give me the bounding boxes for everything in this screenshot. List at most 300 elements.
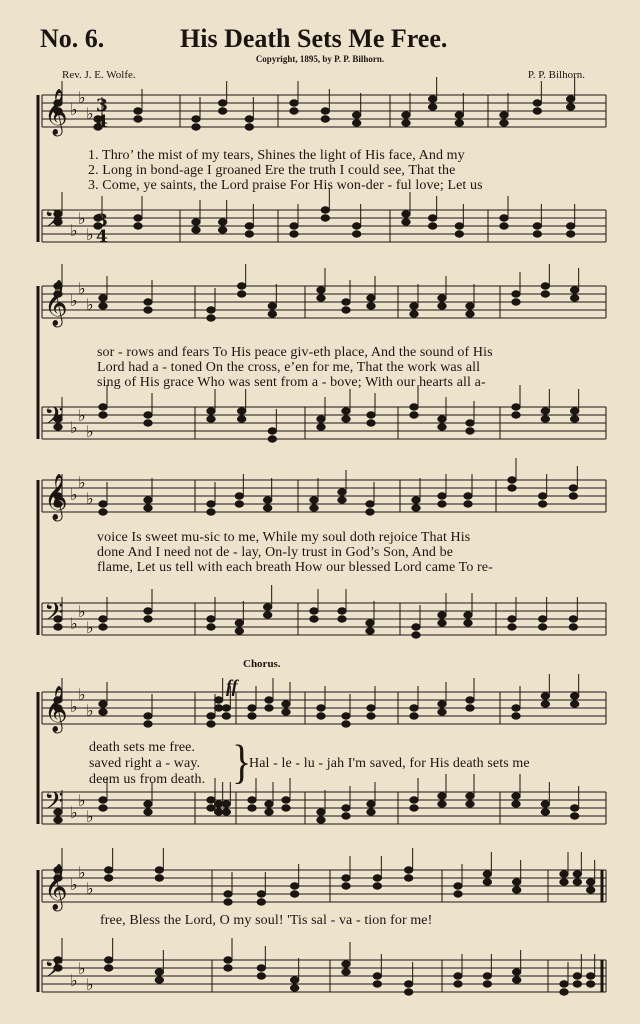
flat-icon: ♭ <box>70 221 78 240</box>
note-head <box>373 973 381 979</box>
note-head <box>566 96 574 102</box>
note-head <box>342 883 350 889</box>
verse3-line3: flame, Let us tell with each breath How our blessed Lord came To re- <box>97 560 493 575</box>
note-head <box>265 697 273 703</box>
flat-icon: ♭ <box>70 485 78 504</box>
note-head <box>454 883 462 889</box>
note-head <box>144 608 152 614</box>
note-head <box>410 412 418 418</box>
note-head <box>570 408 578 414</box>
note-head <box>134 215 142 221</box>
note-head <box>207 509 215 515</box>
flat-icon: ♭ <box>70 418 78 437</box>
note-head <box>541 416 549 422</box>
note-head <box>235 620 243 626</box>
verse3-end: deem us from death. <box>89 772 206 787</box>
note-head <box>466 428 474 434</box>
time-signature: 4 <box>96 112 108 132</box>
note-head <box>342 805 350 811</box>
note-head <box>104 965 112 971</box>
note-head <box>366 501 374 507</box>
note-head <box>310 616 318 622</box>
note-head <box>134 108 142 114</box>
note-head <box>192 219 200 225</box>
note-head <box>533 108 541 114</box>
verse2-line2: Lord had a - toned On the cross, e’en for me, That the work was all <box>97 360 481 375</box>
note-head <box>541 291 549 297</box>
note-head <box>560 989 568 995</box>
chorus-line1: Hal - le - lu - jah I'm saved, for His death sets me <box>249 756 530 771</box>
note-head <box>144 713 152 719</box>
note-head <box>192 124 200 130</box>
note-head <box>317 705 325 711</box>
note-head <box>352 112 360 118</box>
note-head <box>235 501 243 507</box>
flat-icon: ♭ <box>86 807 94 826</box>
note-head <box>367 412 375 418</box>
note-head <box>541 801 549 807</box>
note-head <box>144 307 152 313</box>
note-head <box>224 957 232 963</box>
note-head <box>207 408 215 414</box>
note-head <box>257 899 265 905</box>
note-head <box>560 871 568 877</box>
note-head <box>155 969 163 975</box>
note-head <box>263 505 271 511</box>
note-head <box>99 616 107 622</box>
flat-icon: ♭ <box>70 971 78 990</box>
bass-staff <box>42 603 606 635</box>
note-head <box>438 793 446 799</box>
note-head <box>99 501 107 507</box>
note-head <box>144 801 152 807</box>
note-head <box>438 295 446 301</box>
note-head <box>317 424 325 430</box>
note-head <box>373 981 381 987</box>
note-head <box>410 303 418 309</box>
note-head <box>352 223 360 229</box>
note-head <box>455 231 463 237</box>
note-head <box>144 721 152 727</box>
note-head <box>224 899 232 905</box>
chorus-label: Chorus. <box>243 658 281 670</box>
treble-clef-icon: 𝄞 <box>44 474 68 520</box>
note-head <box>508 485 516 491</box>
note-head <box>224 965 232 971</box>
note-head <box>404 989 412 995</box>
note-head <box>466 793 474 799</box>
note-head <box>290 100 298 106</box>
flat-icon: ♭ <box>78 685 86 704</box>
lyric-brace: } <box>232 734 252 789</box>
treble-clef-icon: 𝄞 <box>44 89 68 135</box>
note-head <box>237 291 245 297</box>
note-head <box>155 977 163 983</box>
note-head <box>222 809 230 815</box>
note-head <box>508 477 516 483</box>
note-head <box>412 497 420 503</box>
note-head <box>533 100 541 106</box>
note-head <box>321 116 329 122</box>
bass-clef-icon: 𝄢 <box>44 205 64 240</box>
note-head <box>404 875 412 881</box>
note-head <box>541 693 549 699</box>
flat-icon: ♭ <box>86 295 94 314</box>
note-head <box>508 624 516 630</box>
note-head <box>410 311 418 317</box>
dynamic-marking: ff <box>226 676 238 696</box>
note-head <box>569 624 577 630</box>
note-head <box>263 612 271 618</box>
note-head <box>428 223 436 229</box>
bass-clef-icon: 𝄢 <box>44 955 64 990</box>
note-head <box>428 215 436 221</box>
note-head <box>586 879 594 885</box>
note-head <box>483 879 491 885</box>
note-head <box>222 713 230 719</box>
verse3-line2: sing of His grace Who was sent from a - bove; With our hearts all a- <box>97 375 486 390</box>
note-head <box>373 875 381 881</box>
note-head <box>222 801 230 807</box>
note-head <box>265 705 273 711</box>
note-head <box>237 283 245 289</box>
flat-icon: ♭ <box>86 104 94 123</box>
note-head <box>512 793 520 799</box>
note-head <box>512 977 520 983</box>
note-head <box>207 307 215 313</box>
note-head <box>342 299 350 305</box>
flat-icon: ♭ <box>86 879 94 898</box>
flat-icon: ♭ <box>86 422 94 441</box>
note-head <box>533 223 541 229</box>
treble-staff <box>42 870 606 902</box>
note-head <box>245 231 253 237</box>
note-head <box>569 616 577 622</box>
note-head <box>573 871 581 877</box>
note-head <box>410 805 418 811</box>
note-head <box>410 705 418 711</box>
note-head <box>338 489 346 495</box>
note-head <box>207 616 215 622</box>
flat-icon: ♭ <box>86 225 94 244</box>
note-head <box>245 116 253 122</box>
note-head <box>144 420 152 426</box>
note-head <box>310 608 318 614</box>
flat-icon: ♭ <box>86 975 94 994</box>
note-head <box>438 416 446 422</box>
note-head <box>412 632 420 638</box>
note-head <box>573 973 581 979</box>
note-head <box>512 879 520 885</box>
verse3-line1: 3. Come, ye saints, the Lord praise For His won-der - ful love; Let us <box>88 178 483 193</box>
note-head <box>466 697 474 703</box>
treble-clef-icon: 𝄞 <box>44 280 68 326</box>
note-head <box>338 608 346 614</box>
note-head <box>404 981 412 987</box>
note-head <box>290 231 298 237</box>
note-head <box>207 416 215 422</box>
note-head <box>570 287 578 293</box>
flat-icon: ♭ <box>78 863 86 882</box>
treble-staff <box>42 480 606 512</box>
note-head <box>586 887 594 893</box>
note-head <box>99 805 107 811</box>
time-signature: 3 <box>96 96 108 116</box>
note-head <box>366 509 374 515</box>
note-head <box>321 215 329 221</box>
flat-icon: ♭ <box>78 88 86 107</box>
note-head <box>310 505 318 511</box>
note-head <box>235 628 243 634</box>
note-head <box>342 408 350 414</box>
note-head <box>455 112 463 118</box>
composer-credit: P. P. Bilhorn. <box>527 69 585 81</box>
note-head <box>466 801 474 807</box>
note-head <box>566 223 574 229</box>
note-head <box>290 985 298 991</box>
note-head <box>290 891 298 897</box>
note-head <box>428 104 436 110</box>
note-head <box>265 809 273 815</box>
note-head <box>268 303 276 309</box>
verse1-line1: 1. Thro’ the mist of my tears, Shines the light of His face, And my <box>88 148 465 163</box>
note-head <box>134 116 142 122</box>
time-signature: 3 <box>96 211 108 231</box>
note-head <box>207 805 215 811</box>
note-head <box>218 100 226 106</box>
note-head <box>464 620 472 626</box>
note-head <box>566 231 574 237</box>
bass-clef-icon: 𝄢 <box>44 402 64 437</box>
bass-staff <box>42 960 606 992</box>
note-head <box>464 493 472 499</box>
note-head <box>410 797 418 803</box>
note-head <box>455 120 463 126</box>
note-head <box>512 705 520 711</box>
flat-icon: ♭ <box>86 701 94 720</box>
note-head <box>268 436 276 442</box>
note-head <box>99 709 107 715</box>
note-head <box>342 875 350 881</box>
note-head <box>410 404 418 410</box>
flat-icon: ♭ <box>78 279 86 298</box>
note-head <box>99 295 107 301</box>
note-head <box>512 801 520 807</box>
verse1-line3: voice Is sweet mu-sic to me, While my soul doth rejoice That His <box>97 530 471 545</box>
note-head <box>245 223 253 229</box>
note-head <box>237 416 245 422</box>
note-head <box>438 709 446 715</box>
note-head <box>207 501 215 507</box>
note-head <box>464 501 472 507</box>
note-head <box>454 891 462 897</box>
note-head <box>586 981 594 987</box>
note-head <box>512 713 520 719</box>
note-head <box>317 809 325 815</box>
note-head <box>218 227 226 233</box>
note-head <box>508 616 516 622</box>
note-head <box>570 805 578 811</box>
note-head <box>538 624 546 630</box>
note-head <box>538 493 546 499</box>
note-head <box>512 969 520 975</box>
note-head <box>570 701 578 707</box>
note-head <box>268 428 276 434</box>
note-head <box>317 287 325 293</box>
treble-clef-icon: 𝄞 <box>44 864 68 910</box>
note-head <box>464 612 472 618</box>
flat-icon: ♭ <box>86 489 94 508</box>
note-head <box>290 883 298 889</box>
note-head <box>263 604 271 610</box>
note-head <box>538 501 546 507</box>
note-head <box>207 315 215 321</box>
note-head <box>207 797 215 803</box>
hymn-title: His Death Sets Me Free. <box>180 24 448 53</box>
note-head <box>99 797 107 803</box>
note-head <box>512 412 520 418</box>
flat-icon: ♭ <box>78 406 86 425</box>
note-head <box>263 497 271 503</box>
note-head <box>290 108 298 114</box>
note-head <box>268 311 276 317</box>
note-head <box>560 879 568 885</box>
note-head <box>310 497 318 503</box>
note-head <box>570 813 578 819</box>
note-head <box>342 813 350 819</box>
note-head <box>317 817 325 823</box>
note-head <box>214 705 222 711</box>
note-head <box>321 108 329 114</box>
note-head <box>367 713 375 719</box>
note-head <box>248 797 256 803</box>
copyright-notice: Copyright, 1895, by P. P. Bilhorn. <box>255 54 385 64</box>
note-head <box>282 805 290 811</box>
note-head <box>500 112 508 118</box>
note-head <box>541 408 549 414</box>
note-head <box>438 801 446 807</box>
flat-icon: ♭ <box>86 618 94 637</box>
note-head <box>569 485 577 491</box>
note-head <box>412 505 420 511</box>
note-head <box>438 701 446 707</box>
note-head <box>104 867 112 873</box>
flat-icon: ♭ <box>70 291 78 310</box>
note-head <box>500 215 508 221</box>
note-head <box>342 721 350 727</box>
note-head <box>290 223 298 229</box>
note-head <box>438 501 446 507</box>
note-head <box>99 412 107 418</box>
note-head <box>573 879 581 885</box>
note-head <box>483 973 491 979</box>
note-head <box>235 493 243 499</box>
note-head <box>366 620 374 626</box>
note-head <box>207 713 215 719</box>
note-head <box>248 805 256 811</box>
note-head <box>290 977 298 983</box>
note-head <box>402 219 410 225</box>
note-head <box>155 867 163 873</box>
note-head <box>438 620 446 626</box>
note-head <box>466 303 474 309</box>
note-head <box>352 120 360 126</box>
note-head <box>144 299 152 305</box>
note-head <box>265 801 273 807</box>
flat-icon: ♭ <box>78 209 86 228</box>
note-head <box>245 124 253 130</box>
flat-icon: ♭ <box>78 473 86 492</box>
lyricist-credit: Rev. J. E. Wolfe. <box>62 69 136 81</box>
note-head <box>99 303 107 309</box>
note-head <box>438 612 446 618</box>
verse2-end: saved right a - way. <box>89 756 201 771</box>
note-head <box>438 303 446 309</box>
note-head <box>373 883 381 889</box>
note-head <box>207 624 215 630</box>
note-head <box>438 424 446 430</box>
note-head <box>466 420 474 426</box>
note-head <box>257 965 265 971</box>
note-head <box>218 219 226 225</box>
treble-clef-icon: 𝄞 <box>44 686 68 732</box>
note-head <box>342 416 350 422</box>
note-head <box>569 493 577 499</box>
note-head <box>367 801 375 807</box>
note-head <box>192 116 200 122</box>
flat-icon: ♭ <box>70 697 78 716</box>
verse1-end: death sets me free. <box>89 740 196 755</box>
note-head <box>366 628 374 634</box>
note-head <box>214 697 222 703</box>
note-head <box>512 299 520 305</box>
flat-icon: ♭ <box>78 602 86 621</box>
note-head <box>541 283 549 289</box>
note-head <box>367 303 375 309</box>
note-head <box>192 227 200 233</box>
flat-icon: ♭ <box>70 875 78 894</box>
note-head <box>560 981 568 987</box>
note-head <box>338 616 346 622</box>
note-head <box>144 497 152 503</box>
note-head <box>144 505 152 511</box>
note-head <box>455 223 463 229</box>
note-head <box>454 981 462 987</box>
note-head <box>410 713 418 719</box>
note-head <box>512 291 520 297</box>
note-head <box>144 616 152 622</box>
note-head <box>570 416 578 422</box>
note-head <box>321 207 329 213</box>
note-head <box>104 875 112 881</box>
note-head <box>155 875 163 881</box>
note-head <box>367 705 375 711</box>
note-head <box>99 509 107 515</box>
verse2-line3: done And I need not de - lay, On-ly trust in God’s Son, And be <box>97 545 454 560</box>
note-head <box>570 295 578 301</box>
note-head <box>483 871 491 877</box>
note-head <box>104 957 112 963</box>
bass-clef-icon: 𝄢 <box>44 598 64 633</box>
note-head <box>541 809 549 815</box>
note-head <box>404 867 412 873</box>
note-head <box>257 973 265 979</box>
flat-icon: ♭ <box>70 614 78 633</box>
note-head <box>402 211 410 217</box>
note-head <box>282 797 290 803</box>
note-head <box>352 231 360 237</box>
note-head <box>533 231 541 237</box>
